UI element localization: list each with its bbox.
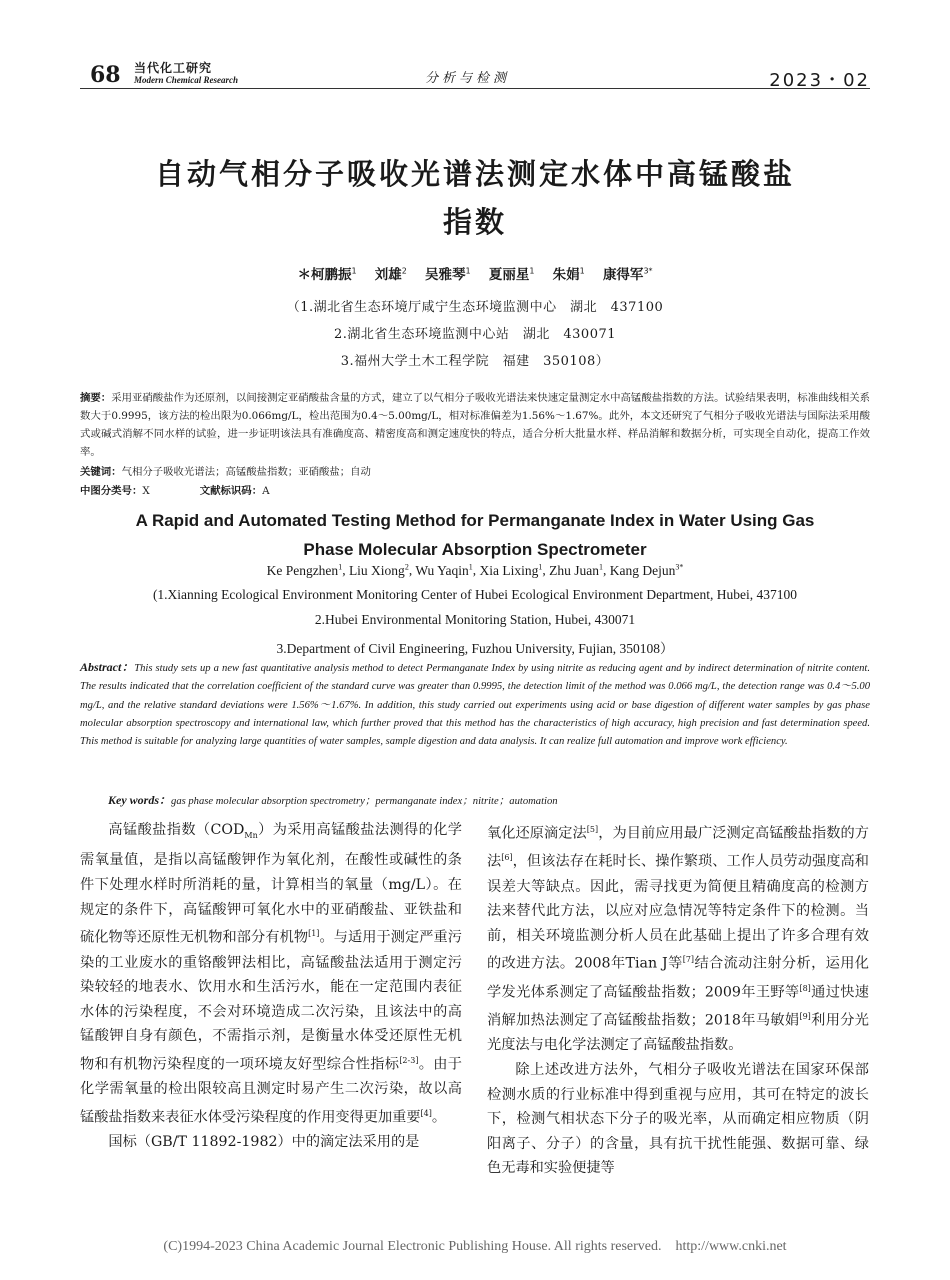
authors-cn [80, 263, 870, 283]
body-paragraph: 除上述改进方法外，气相分子吸收光谱法在国家环保部检测水质的行业标准中得到重视与应用，其可在特定的波长下，检测气相状态下分子的吸光率，从而确定相应物质（阴阳离子、分子）的含量，具有抗干扰性能强、数据可靠、绿色无毒和实验便捷等 [487, 1062, 869, 1177]
author-cn: 康得军$^{3*}$ [602, 266, 653, 283]
asterisk-mark: ＊ [297, 267, 311, 283]
clc-value: X [142, 485, 150, 497]
journal-name-en: Modern Chemical Research [134, 75, 239, 85]
affiliation-cn-2: 2.湖北省生态环境监测中心站 湖北 430071 [333, 327, 617, 342]
author-en: Liu Xiong$^2$ [348, 562, 409, 578]
authors-en: Ke Pengzhen$^1$, Liu Xiong$^2$, Wu Yaqin$^1$, Xia Lixing$^1$, Zhu Juan$^1$, Kang Dejun$^{3*}$ [266, 562, 684, 578]
body-paragraph: 氧化还原滴定法[5]，为目前应用最广泛测定高锰酸盐指数的方法[6]，但该法存在耗时长、操作繁琐、工作人员劳动强度高和误差大等缺点。因此，需寻找更为简便且精确度高的检测方法来替代此方法，以应对应急情况等特定条件下的检测。当前，相关环境监测分析人员在此基础上提出了许多合理有效的改进方法。2008年Tian J等[7]结合流动注射分析，运用化学发光体系测定了高锰酸盐指数；2009年王野等[8]通过快速消解加热法测定了高锰酸盐指数；2018年马敏娟[9]利用分光光度法与电化学法测定了高锰酸盐指数。 [487, 825, 869, 1054]
author-cn: 柯鹏振$^1$ [310, 266, 357, 283]
abstract-cn-label: 摘要： [80, 392, 112, 404]
issue-number: 2023・02 [769, 70, 870, 91]
keywords-cn [80, 463, 870, 478]
affiliation-cn-3: 3.福州大学土木工程学院 福建 350108） [340, 354, 610, 369]
copyright-footer: (C)1994-2023 China Academic Journal Electronic Publishing House. All rights reserved. http://www.cnki.net [163, 1239, 787, 1254]
affiliation-en-3: 3.Department of Civil Engineering, Fuzhou University, Fujian, 350108） [276, 641, 674, 656]
body-column-left [80, 818, 462, 1155]
body-paragraph: 国标（GB/T 11892-1982）中的滴定法采用的是 [108, 1134, 420, 1151]
author-en: Wu Yaqin$^1$ [415, 562, 473, 578]
page-number: 68 [90, 62, 121, 88]
paper-title-en [80, 506, 870, 564]
citation-ref: [7] [682, 955, 695, 965]
title-en-line2: Phase Molecular Absorption Spectrometer [303, 540, 647, 559]
doc-code-value: A [262, 485, 270, 497]
classification-line [80, 482, 870, 497]
author-en: Xia Lixing$^1$ [479, 562, 543, 578]
section-name: 分析与检测 [425, 71, 511, 86]
author-en: Ke Pengzhen$^1$ [266, 562, 343, 578]
title-en-line1: A Rapid and Automated Testing Method for Permanganate Index in Water Using Gas [135, 511, 815, 530]
page-header [80, 58, 870, 90]
title-cn-line2: 指数 [442, 205, 507, 239]
affiliation-en-2: 2.Hubei Environmental Monitoring Station, Hubei, 430071 [314, 612, 636, 627]
affiliation-cn-1: （1.湖北省生态环境厅咸宁生态环境监测中心 湖北 437100 [286, 300, 664, 315]
citation-ref: [1] [308, 929, 320, 939]
paper-title-cn [80, 150, 870, 246]
keywords-cn-label: 关键词： [80, 466, 122, 478]
citation-ref: [9] [799, 1012, 811, 1022]
journal-name-cn: 当代化工研究 [134, 61, 213, 75]
author-cn: 朱娟$^1$ [552, 266, 585, 283]
keywords-cn-text: 气相分子吸收光谱法；高锰酸盐指数；亚硝酸盐；自动 [121, 466, 371, 478]
abstract-en-text: This study sets up a new fast quantitative analysis method to detect Permanganate Index by using nitrite as reducing agent and by indirect determination of nitrite content. The results indicated that the correlation coefficient of the standard curve was greater than 0.9995, the detection limit of the method was 0.066 mg/L, the detection range was 0.4～5.00 mg/L, and the relative standard deviations were 1.56%～1.67%. In addition, this study carried out experiments using acid or base digestion of different water samples by gas phase molecular absorption spectroscopy and international law, which further proved that this method has the characteristics of high accuracy, high precision and fast determination speed. This method is suitable for analyzing large quantities of water samples, sample digestion and data analysis. It can realize full automation and improve work efficiency. [80, 663, 870, 748]
abstract-cn [80, 389, 870, 461]
affiliation-en-1: (1.Xianning Ecological Environment Monitoring Center of Hubei Ecological Environment Department, Hubei, 437100 [152, 587, 798, 602]
citation-ref: [5] [586, 825, 599, 834]
clc-label: 中图分类号： [80, 485, 143, 497]
header-rule [80, 88, 870, 89]
doc-code-label: 文献标识码： [199, 485, 263, 497]
keywords-en-label: Key words： [108, 793, 172, 807]
citation-ref: [8] [799, 983, 811, 993]
citation-ref: [4] [420, 1108, 432, 1118]
keywords-en-text: gas phase molecular absorption spectrometry；permanganate index；nitrite；automation [171, 796, 558, 807]
body-paragraph: 高锰酸盐指数$(COD_{Mn})$为采用高锰酸盐法测得的化学需氧量值，是指以高锰酸钾作为氧化剂，在酸性或碱性的条件下处理水样时所消耗的量，计算相当的氧量（mg/L）。在规定的条件下，高锰酸钾可氧化水中的亚硝酸盐、亚铁盐和硫化物等还原性无机物和部分有机物[1]。与适用于测定严重污染的工业废水的重铬酸钾法相比，高锰酸盐法适用于测定污染较轻的地表水、饮用水和生活污水，能在一定范围内表征水体的污染程度，不会对环境造成二次污染，且该法中的高锰酸钾自身有颜色，不需指示剂，是衡量水体受还原性无机物和有机物污染程度的一项环境友好型综合性指标[2-3]。由于化学需氧量的检出限较高且测定时易产生二次污染，故以高锰酸盐指数来表征水体受污染程度的作用变得更加重要[4]。 [80, 822, 462, 1126]
author-cn: 刘雄$^2$ [374, 266, 407, 283]
keywords-en [108, 791, 868, 808]
author-cn: 夏丽星$^1$ [488, 266, 535, 283]
citation-ref: [6] [501, 853, 513, 863]
title-cn-line1: 自动气相分子吸收光谱法测定水体中高锰酸盐 [154, 157, 795, 191]
citation-ref: [2-3] [399, 1055, 419, 1065]
abstract-en-label: Abstract： [80, 660, 135, 674]
author-cn: 吴雅琴$^1$ [425, 266, 471, 283]
body-column-right [487, 818, 869, 1181]
abstract-en [80, 658, 870, 751]
author-en: Zhu Juan$^1$ [549, 562, 604, 578]
author-en: Kang Dejun$^{3*}$ [609, 562, 684, 578]
abstract-cn-text: 采用亚硝酸盐作为还原剂，以间接测定亚硝酸盐含量的方式，建立了以气相分子吸收光谱法来快速定量测定水中高锰酸盐指数的方法。试验结果表明，标准曲线相关系数大于0.9995，该方法的检出限为0.066mg/L，检出范围为0.4～5.00mg/L，相对标准偏差为1.56%～1.67%。此外，本文还研究了气相分子吸收光谱法与国际法采用酸式或碱式消解不同水样的试验，进一步证明该法具有准确度高、精密度高和测定速度快的特点，适合分析大批量水样、样品消解和数据分析，可实现全自动化，提高工作效率。 [80, 392, 870, 458]
